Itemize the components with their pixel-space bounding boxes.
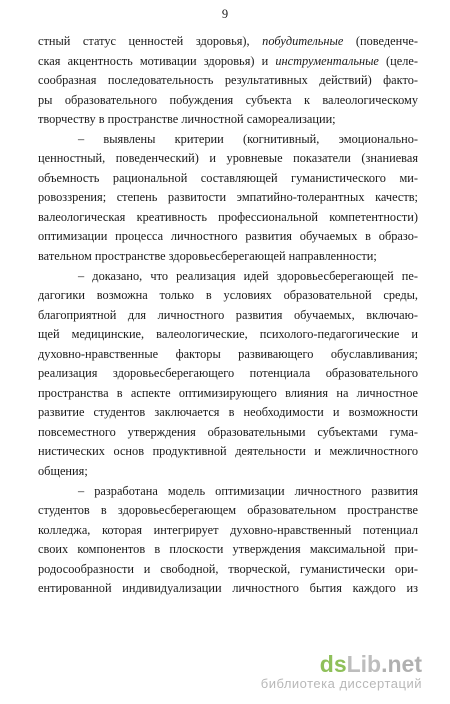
text-line: сообразная последовательность результативных действий) факто- xyxy=(38,73,418,88)
text-line: – доказано, что реализация идей здоровьесберегающей пе- xyxy=(78,268,418,283)
text-line: реализация здоровьесберегающего потенциала образовательного xyxy=(38,366,418,381)
text-line: благоприятной для личностного развития обучаемых, включаю- xyxy=(38,307,418,322)
watermark-subtitle: библиотека диссертаций xyxy=(260,676,422,691)
text-line: общения; xyxy=(38,464,88,479)
text-line: нистических основ продуктивной деятельности и межличностного xyxy=(38,444,418,459)
text-line: вательном пространстве здоровьесберегающей направленности; xyxy=(38,249,377,264)
text-line: родосообразности и свободной, творческой, гуманистически ори- xyxy=(38,561,418,576)
text-line: студентов в здоровьесберегающем образовательном пространстве xyxy=(38,503,418,518)
text-line: развитие студентов заключается в необходимости и возможности xyxy=(38,405,418,420)
text-line: ры образовательного побуждения субъекта к валеологическому xyxy=(38,92,418,107)
text-line: ентированной индивидуализации личностного бытия каждого из xyxy=(38,581,418,596)
document-body xyxy=(38,32,418,599)
text-line: щей медицинские, валеологические, психолого-педагогические и xyxy=(38,327,418,342)
text-line: ская акцентность мотивации здоровья) и инструментальные (целе- xyxy=(38,53,418,68)
dslib-watermark xyxy=(261,652,422,691)
text-line: – разработана модель оптимизации личностного развития xyxy=(78,483,418,498)
text-line: оптимизации процесса личностного развития обучаемых в образо- xyxy=(38,229,418,244)
text-line: – выявлены критерии (когнитивный, эмоционально- xyxy=(78,131,418,146)
text-line: объемность рациональной составляющей гуманистического ми- xyxy=(38,170,418,185)
text-line: дагогики возможна только в условиях образовательной среды, xyxy=(38,288,418,303)
text-line: духовно-нравственные факторы развивающего обуславливания; xyxy=(38,346,418,361)
text-line: повсеместного утверждения образовательными субъектами гума- xyxy=(38,424,418,439)
text-line: своих компонентов в плоскости утверждения максимальной при- xyxy=(38,542,418,557)
watermark-logo: dsLib.net xyxy=(319,651,422,677)
text-line: стный статус ценностей здоровья), побудительные (поведенче- xyxy=(38,34,418,48)
text-line: пространства в аспекте оптимизирующего влияния на личностное xyxy=(38,385,418,400)
text-line: ровоззрения; степень развитости эмпатийно-толерантных качеств; xyxy=(38,190,418,205)
text-line: творчеству в пространстве личностной самореализации; xyxy=(38,112,336,127)
text-line: колледжа, которая интегрирует духовно-нравственный потенциал xyxy=(38,522,418,537)
text-line: ценностный, поведенческий) и уровневые показатели (знаниевая xyxy=(38,151,418,166)
page-number: 9 xyxy=(221,7,229,21)
text-line: валеологическая креативность профессиональной компетентности) xyxy=(38,209,418,224)
